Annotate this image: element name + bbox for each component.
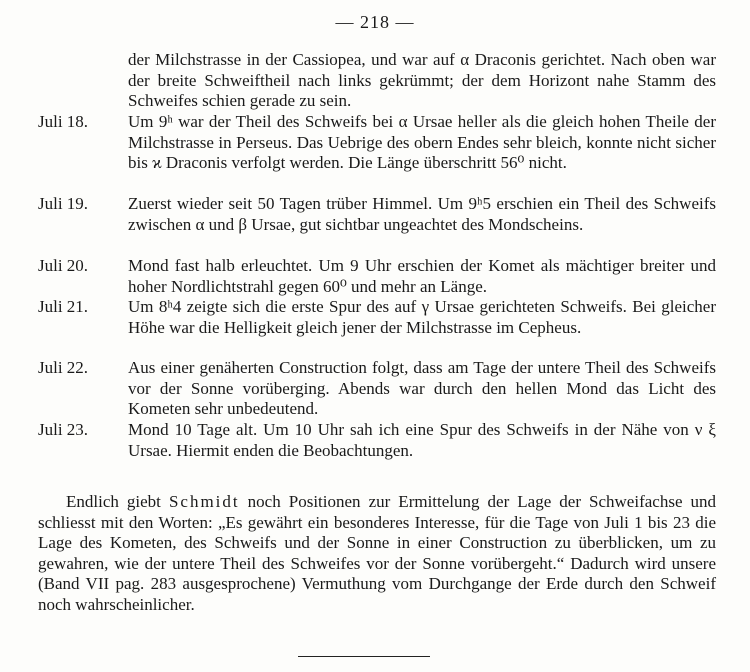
- entry-date: Juli 19.: [38, 194, 89, 213]
- closing-paragraph: [38, 492, 716, 615]
- entry-text: Zuerst wieder seit 50 Tagen trüber Himmel. Um 9ʰ5 erschien ein Theil des Schweifs zwischen α und β Ursae, gut sichtbar ungeachtet des Mondscheins.: [128, 194, 716, 234]
- entry-text: Um 8ʰ4 zeigte sich die erste Spur des auf γ Ursae gerichteten Schweifs. Bei gleicher Höhe war die Helligkeit gleich jener der Milchstrasse im Cepheus.: [128, 297, 716, 337]
- entry-text: Um 9ʰ war der Theil des Schweifs bei α Ursae heller als die gleich hohen Theile der Milchstrasse in Perseus. Das Uebrige des obern Endes sehr bleich, konnte nicht sicher bis ϰ Draconis verfolgt werden. Die Länge überschritt 56⁰ nicht.: [128, 112, 716, 172]
- closing-lead: Endlich giebt: [66, 492, 161, 511]
- entry-text: Aus einer genäherten Construction folgt, dass am Tage der untere Theil des Schweifs vor der Sonne vorüberging. Abends war durch den hellen Mond das Licht des Kometen sehr unbedeutend.: [128, 358, 716, 418]
- entry-text: Mond 10 Tage alt. Um 10 Uhr sah ich eine Spur des Schweifs in der Nähe von ν ξ Ursae. Hiermit enden die Beobachtungen.: [128, 420, 716, 460]
- entry-date: Juli 18.: [38, 112, 89, 131]
- continuation-text: der Milchstrasse in der Cassiopea, und war auf α Draconis gerichtet. Nach oben war der breite Schweiftheil nach links gekrümmt; der dem Horizont nahe Stamm des Schweifes schien gerade zu sein.: [128, 50, 716, 110]
- entry-date: Juli 21.: [38, 297, 89, 316]
- log-entry-juli-18: [38, 112, 716, 174]
- entry-text: Mond fast halb erleuchtet. Um 9 Uhr erschien der Komet als mächtiger breiter und hoher Nordlichtstrahl gegen 60⁰ und mehr an Länge.: [128, 256, 716, 296]
- section-divider: [298, 656, 430, 657]
- closing-text: noch Positionen zur Ermittelung der Lage der Schweifachse und schliesst mit den Worten: „Es gewährt ein besonderes Interesse, für die Tage von Juli 1 bis 23 die Lage des Kometen, des Schweifs und der Sonne in einer Construction zu überblicken, um zu gewahren, wie der untere Theil des Schweifes vor der Sonne vorübergeht.“ Dadurch wird unsere (Band VII pag. 283 ausgesprochene) Vermuthung vom Durchgange der Erde durch den Schweif noch wahrscheinlicher.: [38, 492, 717, 614]
- author-name: Schmidt: [168, 492, 240, 511]
- log-entry-juli-23: [38, 420, 716, 461]
- log-entry-juli-20: [38, 256, 716, 297]
- log-entry-juli-22: [38, 358, 716, 420]
- log-entry-juli-21: [38, 297, 716, 338]
- entry-date: Juli 23.: [38, 420, 89, 439]
- log-entry-juli-19: [38, 194, 716, 235]
- page-number: — 218 —: [335, 12, 415, 32]
- entry-date: Juli 20.: [38, 256, 89, 275]
- entry-date: Juli 22.: [38, 358, 89, 377]
